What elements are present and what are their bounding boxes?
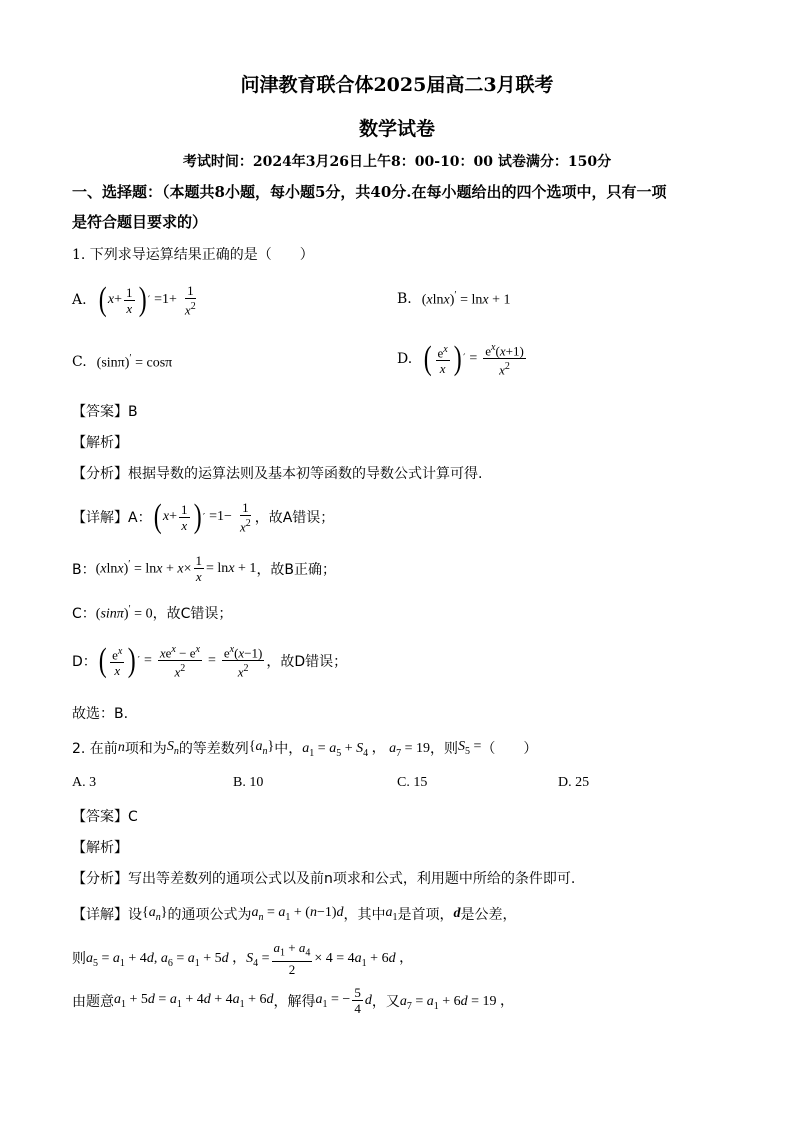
q2-detail-3: 由题意 $a_1 + 5d = a_1 + 4d + 4a_1 + 6d$ ，解得 $a_1$ = − $\frac{5}{4}$ d ，又 $a_7 = a_1 + 6d = 19$ ， xyxy=(72,985,515,1016)
q2-detail-1: 【详解】设 $\{a_n\}$ 的通项公式为 $a_n = a_1 + (n-1)d$ ，其中 $a_1$ 是首项， d 是公差， xyxy=(72,905,517,923)
exam-info: 考试时间：2024年3月26日上午8：00-10：00 试卷满分：150分 xyxy=(182,154,612,170)
detail-b-prefix: B： xyxy=(72,561,96,578)
q1-answer: 【答案】B xyxy=(72,404,138,420)
q2-stem-mid1: 项和为 xyxy=(124,740,167,757)
section-heading-line1: 一、选择题：（本题共8小题，每小题5分，共40分.在每小题给出的四个选项中，只有一项 xyxy=(72,183,667,201)
q1-analysis: 【分析】根据导数的运算法则及基本初等函数的导数公式计算可得. xyxy=(72,466,483,482)
q2-detail1-suffix: 是公差， xyxy=(460,907,517,923)
option-d-label: D. xyxy=(397,350,413,367)
q2-stem: 2. 在前 n 项和为 $S_n$ 的等差数列 $\{a_n\}$ 中， $a_1 = a_5 + S_4$ ， $a_7 = 19$ ，则 $S_5$ = （ ） xyxy=(72,739,538,759)
q2-answer: 【答案】C xyxy=(72,809,138,825)
q2-stem-end: （ ） xyxy=(481,740,538,757)
exam-title: 问津教育联合体2025届高二3月联考 xyxy=(240,74,554,96)
option-b-label: B. xyxy=(397,291,412,308)
q2-detail3-mid2: ，又 xyxy=(371,993,400,1010)
detail-a-suffix: ，故A错误； xyxy=(254,510,335,527)
q1-stem: 1. 下列求导运算结果正确的是（ ） xyxy=(72,247,314,263)
detail-c-suffix: ，故C错误； xyxy=(152,606,233,622)
detail-b-suffix: ，故B正确； xyxy=(256,561,337,578)
detail-a-prefix: 【详解】A： xyxy=(72,510,152,527)
q2-analysis-tag: 【解析】 xyxy=(72,840,128,856)
q2-detail3-prefix: 由题意 xyxy=(72,993,114,1010)
q2-option-b: B. 10 xyxy=(233,775,264,790)
q2-option-d: D. 25 xyxy=(558,775,590,790)
q1-conclusion: 故选：B. xyxy=(72,706,129,722)
q1-detail-a: 【详解】A： ( x + $\frac{1}{x}$ ) ′ =1− $\frac{1}{x^2}$ ，故A错误； xyxy=(72,498,335,536)
q2-detail1-mid: 的通项公式为 xyxy=(167,907,252,923)
q2-stem-mid2: 的等差数列 xyxy=(178,740,249,757)
q2-stem-mid3: 中， xyxy=(274,740,303,757)
exam-subtitle: 数学试卷 xyxy=(358,118,435,140)
q2-analysis: 【分析】写出等差数列的通项公式以及前n项求和公式，利用题中所给的条件即可. xyxy=(72,871,576,887)
q1-detail-d: D： ( $\frac{e^x}{x}$ ) ′ = $\frac{xe^x - e^x}{x^2}$ = $\frac{e^x(x-1)}{x^2}$ ，故D错误； xyxy=(72,641,348,680)
detail-c-prefix: C： xyxy=(72,606,96,622)
q1-option-b: B. (xlnx)′ = lnx + 1 xyxy=(397,290,511,308)
q2-option-a: A. 3 xyxy=(72,775,97,790)
q2-stem-suffix: ，则 xyxy=(430,740,458,757)
q1-option-d: D. ( $\frac{e^x}{x}$ ) ′ = $\frac{e^x(x+1)}{x^2}$ xyxy=(397,339,524,378)
q1-option-c: C. (sinπ)′ = cosπ xyxy=(72,353,173,371)
section-heading-line2: 是符合题目要求的） xyxy=(72,213,208,231)
q2-detail1-mid2: ，其中 xyxy=(343,907,386,923)
detail-d-suffix: ，故D错误； xyxy=(266,653,348,670)
q2-option-c: C. 15 xyxy=(397,775,428,790)
q2-detail1-mid3: 是首项， xyxy=(397,907,454,923)
option-a-label: A. xyxy=(72,292,87,309)
detail-d-prefix: D： xyxy=(72,653,97,670)
q1-detail-c: C： (sinπ)′ = 0 ，故C错误； xyxy=(72,603,233,622)
q1-option-a: A. ( x + $\frac{1}{x}$ ) ′ =1+ $\frac{1}{x^2}$ xyxy=(72,281,196,319)
q2-detail1-prefix: 【详解】设 xyxy=(72,907,142,923)
q2-detail3-mid: ，解得 xyxy=(273,993,316,1010)
q2-stem-prefix: 2. 在前 xyxy=(72,740,118,757)
q1-analysis-tag: 【解析】 xyxy=(72,435,128,451)
q2-detail2-prefix: 则 xyxy=(72,951,86,968)
q1-detail-b: B： (xlnx)′ = lnx + x× $\frac{1}{x}$ = lnx + 1 ，故B正确； xyxy=(72,553,337,584)
option-c-label: C. xyxy=(72,354,87,371)
q2-detail-2: 则 $a_5 = a_1 + 4d$, $a_6 = a_1 + 5d$ ，$S_4$ = $\frac{a_1 + a_4}{2}$ × $4 = 4a_1 + 6d$ ， xyxy=(72,940,414,977)
